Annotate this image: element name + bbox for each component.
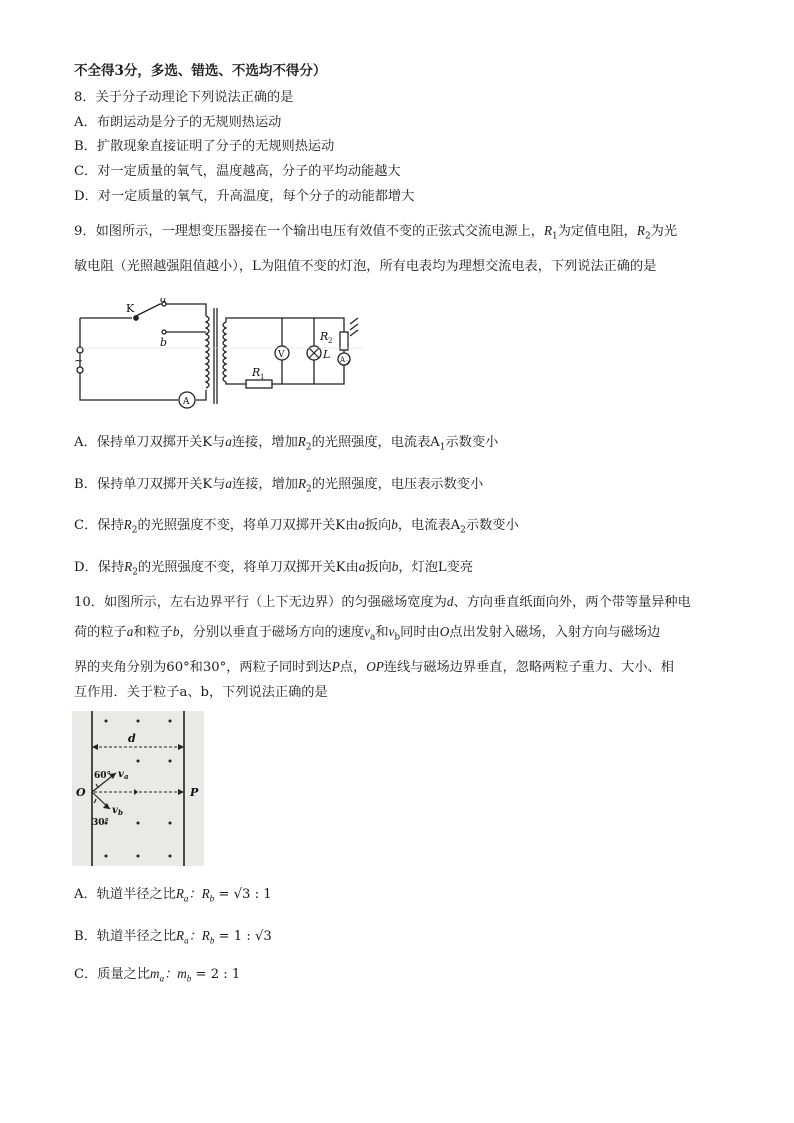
r2-label: R [320,330,329,343]
q10-option-b: B．轨道半径之比$R_a$：$R_b = 1$ : √3 [74,928,272,946]
field-dots [105,720,172,858]
point-p-label: P [190,786,199,799]
q10-stem-line1: 10．如图所示，左右边界平行（上下无边界）的匀强磁场宽度为d、方向垂直纸面向外，两个带等量异种电 [74,594,691,610]
transformer-circuit-figure [74,298,364,410]
q8-option-d: D．对一定质量的氧气，升高温度，每个分子的动能都增大 [74,189,415,204]
switch-label-k: K [126,302,135,315]
r1-label-sub: 1 [260,373,265,381]
r2-label-sub: 2 [328,337,333,345]
q8-option-b: B．扩散现象直接证明了分子的无规则热运动 [74,139,335,154]
q9-option-a: A．保持单刀双掷开关K与a连接，增加$R_2$的光照强度，电流表$A_1$示数变小 [74,434,499,453]
ac-source-symbol: ~ [74,354,84,367]
width-label-d: d [128,732,136,745]
velocity-a-sub: a [124,772,129,781]
ammeter-a2-label: A [340,356,346,364]
q9-option-c: C．保持$R_2$的光照强度不变，将单刀双掷开关K由a扳向b，电流表$A_2$示数变小 [74,517,519,536]
q10-stem-line2: 荷的粒子a和粒子b，分别以垂直于磁场方向的速度$v_a$和$v_b$同时由O点出发射入磁场，入射方向与磁场边 [74,624,661,643]
velocity-a-label: v [118,769,124,780]
switch-terminal-b: b [160,336,168,349]
angle-30-label: 30° [92,818,110,828]
switch-terminal-a: a [160,298,167,305]
q10-stem-line4: 互作用．关于粒子a、b，下列说法正确的是 [74,685,328,700]
q9-stem-line1: 9．如图所示，一理想变压器接在一个输出电压有效值不变的正弦式交流电源上，$R_1$为定值电阻，$R_2$为光 [74,223,678,242]
point-o-label: O [76,786,86,799]
q8-option-c: C．对一定质量的氧气，温度越高，分子的平均动能越大 [74,164,401,179]
q10-option-a: A．轨道半径之比$R_a$：$R_b = √3$ : 1 [74,886,272,904]
ammeter-a2-sub: 2 [346,360,350,366]
q9-stem-line2: 敏电阻（光照越强阻值越小），L为阻值不变的灯泡，所有电表均为理想交流电表，下列说法正确的是 [74,259,657,274]
q10-option-c: C．质量之比$m_a$：$m_b = 2$ : 1 [74,966,241,984]
ammeter-a1-label: A [183,397,190,407]
q10-stem-line3: 界的夹角分别为60°和30°，两粒子同时到达P点，OP连线与磁场边界垂直，忽略两粒子重力、大小、相 [74,659,674,675]
magnetic-field-figure [72,711,204,866]
q9-option-b: B．保持单刀双掷开关K与a连接，增加$R_2$的光照强度，电压表示数变小 [74,476,484,495]
angle-60-label: 60° [94,771,112,781]
q8-stem: 8．关于分子动理论下列说法正确的是 [74,90,294,105]
q9-option-d: D．保持$R_2$的光照强度不变，将单刀双掷开关K由a扳向b，灯泡L变亮 [74,559,474,578]
q8-option-a: A．布朗运动是分子的无规则热运动 [74,115,282,130]
lamp-label: L [323,348,331,361]
r1-label: R [252,366,261,379]
voltmeter-label: V [278,350,285,360]
section-header: 不全得3分，多选、错选、不选均不得分） [74,63,327,79]
velocity-b-sub: b [118,808,123,817]
velocity-b-label: v [112,805,118,816]
